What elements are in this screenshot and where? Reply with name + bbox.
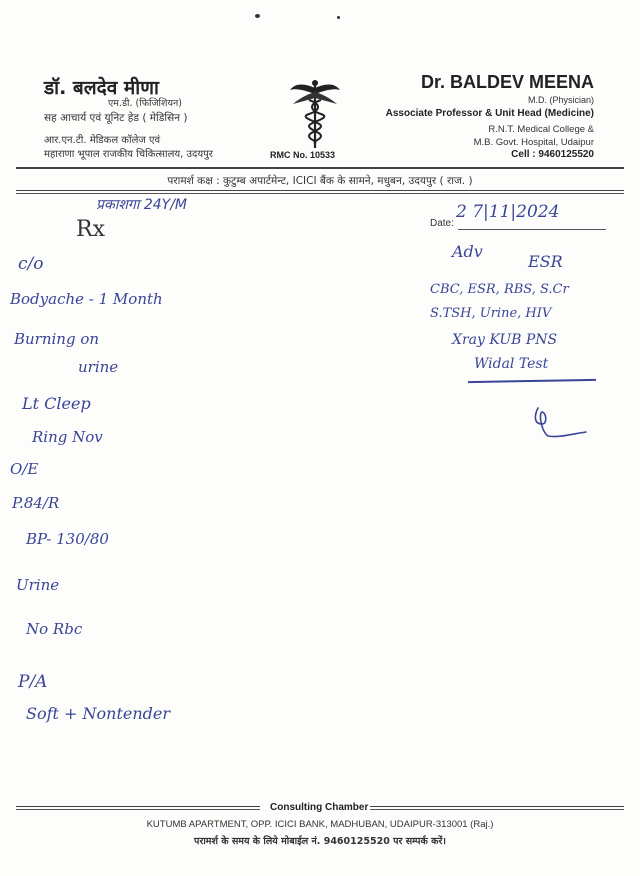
doctor-name-hindi: डॉ. बलदेव मीणा bbox=[44, 77, 159, 99]
address-divider bbox=[16, 193, 624, 194]
handwritten-note: ESR bbox=[528, 252, 563, 271]
footer-divider bbox=[370, 809, 624, 810]
doctor-degree-hindi: एम.डी. (फिजिशियन) bbox=[108, 98, 182, 109]
college-hindi-line1: आर.एन.टी. मेडिकल कॉलेज एवं bbox=[44, 135, 161, 146]
college-english-line2: M.B. Govt. Hospital, Udaipur bbox=[473, 137, 594, 148]
handwritten-note: urine bbox=[78, 358, 119, 376]
rmc-number: RMC No. 10533 bbox=[270, 150, 336, 160]
footer-divider bbox=[16, 806, 260, 807]
handwritten-note: P.84/R bbox=[12, 494, 60, 512]
handwritten-note: Soft + Nontender bbox=[26, 704, 171, 723]
consulting-address: परामर्श कक्ष : कुटुम्ब अपार्टमेन्ट, ICICI बैंक के सामने, मधुबन, उदयपुर ( राज. ) bbox=[167, 175, 473, 187]
doctor-title-english: Associate Professor & Unit Head (Medicine) bbox=[385, 108, 594, 119]
handwritten-note: CBC, ESR, RBS, S.Cr bbox=[430, 282, 569, 297]
handwritten-note: Ring Nov bbox=[32, 428, 103, 446]
doctor-degree-english: M.D. (Physician) bbox=[527, 95, 594, 105]
cell-number: Cell : 9460125520 bbox=[511, 149, 594, 160]
scan-speck bbox=[337, 16, 340, 19]
handwritten-note: O/E bbox=[10, 460, 39, 478]
footer-mobile-note: परामर्श के समय के लिये मोबाईल नं. 9460125520 पर सम्पर्क करें। bbox=[194, 836, 446, 847]
consulting-chamber-heading: Consulting Chamber bbox=[270, 802, 369, 813]
date-value: 2 7|11|2024 bbox=[456, 202, 560, 222]
handwritten-note: P/A bbox=[18, 672, 48, 692]
handwritten-note: Lt Cleep bbox=[22, 394, 91, 413]
patient-line: प्रकाशगा 24Y/M bbox=[96, 197, 187, 213]
footer-address: KUTUMB APARTMENT, OPP. ICICI BANK, MADHUBAN, UDAIPUR-313001 (Raj.) bbox=[146, 819, 494, 830]
date-line bbox=[458, 229, 606, 230]
college-hindi-line2: महाराणा भूपाल राजकीय चिकित्सालय, उदयपुर bbox=[44, 149, 213, 160]
handwritten-underline bbox=[468, 379, 596, 383]
footer-divider bbox=[16, 809, 260, 810]
handwritten-note: Widal Test bbox=[474, 356, 549, 372]
handwritten-note: Urine bbox=[16, 576, 60, 594]
caduceus-icon bbox=[288, 78, 342, 150]
header-divider bbox=[16, 167, 624, 169]
handwritten-note: Adv bbox=[452, 242, 483, 261]
college-english-line1: R.N.T. Medical College & bbox=[488, 124, 594, 135]
doctor-name-english: Dr. BALDEV MEENA bbox=[420, 72, 594, 92]
address-divider bbox=[16, 190, 624, 191]
handwritten-note: Burning on bbox=[14, 330, 100, 348]
scan-speck bbox=[255, 14, 260, 18]
date-label: Date: bbox=[430, 218, 454, 229]
handwritten-note: c/o bbox=[18, 254, 44, 274]
handwritten-note: S.TSH, Urine, HIV bbox=[430, 306, 552, 321]
signature-scribble bbox=[528, 402, 590, 442]
footer-divider bbox=[370, 806, 624, 807]
handwritten-note: No Rbc bbox=[26, 620, 83, 638]
handwritten-note: Bodyache - 1 Month bbox=[10, 290, 163, 308]
handwritten-note: BP- 130/80 bbox=[26, 530, 109, 548]
doctor-title-hindi: सह आचार्य एवं यूनिट हेड ( मेडिसिन ) bbox=[44, 112, 188, 124]
handwritten-note: Xray KUB PNS bbox=[452, 332, 558, 348]
rx-symbol: Rx bbox=[76, 217, 105, 242]
